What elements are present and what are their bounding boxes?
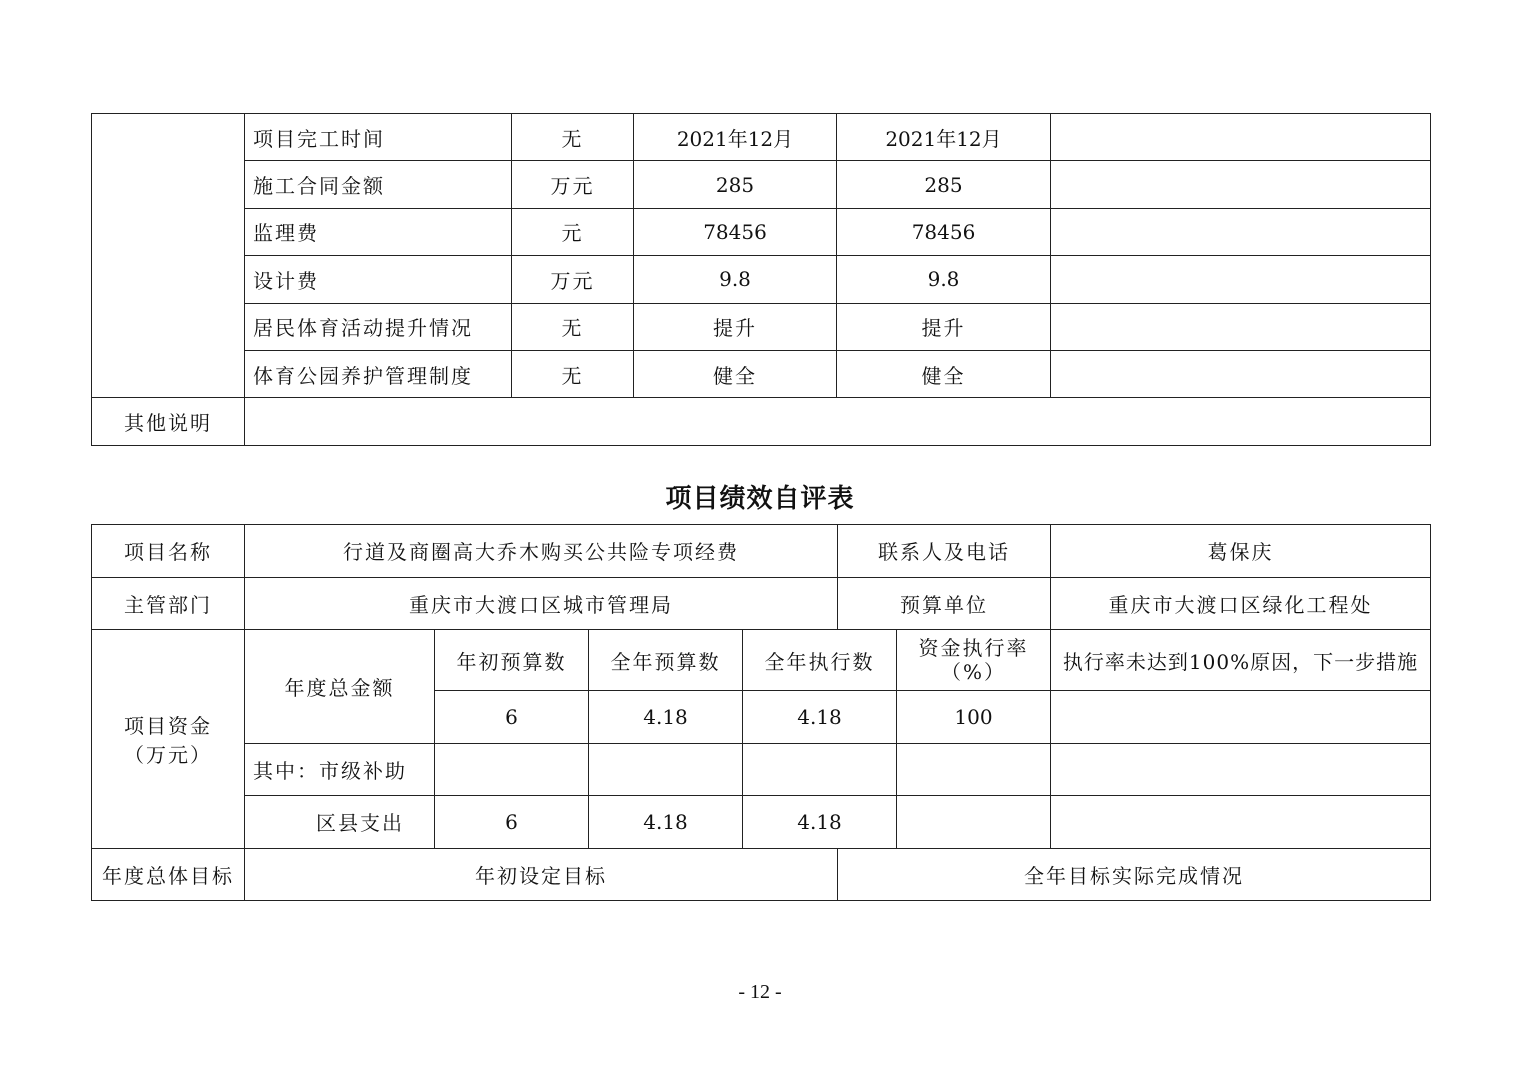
dept-label: 主管部门 xyxy=(92,577,245,630)
table-row xyxy=(92,630,1431,691)
indicator-name: 监理费 xyxy=(245,208,512,255)
indicator-table xyxy=(91,113,1431,446)
actual-completion-label: 全年目标实际完成情况 xyxy=(838,848,1431,901)
annual-goal-label: 年度总体目标 xyxy=(92,848,245,901)
col-execution-rate-line2: （%） xyxy=(940,660,1006,684)
table-row xyxy=(92,350,1431,397)
col-full-year-budget: 全年预算数 xyxy=(589,630,743,691)
indicator-note xyxy=(1051,350,1431,397)
indicator-target: 78456 xyxy=(634,208,837,255)
district-initial: 6 xyxy=(435,796,589,849)
city-rate xyxy=(897,743,1051,796)
indicator-actual: 2021年12月 xyxy=(837,114,1051,161)
district-rate xyxy=(897,796,1051,849)
indicator-actual: 健全 xyxy=(837,350,1051,397)
district-full-budget: 4.18 xyxy=(589,796,743,849)
indicator-actual: 78456 xyxy=(837,208,1051,255)
table-row xyxy=(92,525,1431,578)
table-row xyxy=(92,208,1431,255)
indicator-note xyxy=(1051,161,1431,208)
form-title: 项目绩效自评表 xyxy=(665,484,855,514)
col-reason: 执行率未达到100%原因，下一步措施 xyxy=(1051,630,1431,691)
table-row xyxy=(92,796,1431,849)
district-executed: 4.18 xyxy=(743,796,897,849)
total-rate: 100 xyxy=(897,691,1051,744)
col-execution-rate-line1: 资金执行率 xyxy=(918,636,1029,660)
initial-goal-label: 年初设定目标 xyxy=(245,848,838,901)
city-full-budget xyxy=(589,743,743,796)
project-funds-label-line2: （万元） xyxy=(124,742,212,767)
table-row xyxy=(92,848,1431,901)
table-row xyxy=(92,256,1431,303)
total-executed: 4.18 xyxy=(743,691,897,744)
indicator-unit: 无 xyxy=(512,114,634,161)
table-row xyxy=(92,743,1431,796)
district-spending-label: 区县支出 xyxy=(245,796,435,849)
city-subsidy-label: 其中：市级补助 xyxy=(245,743,435,796)
other-notes-value xyxy=(245,398,1431,445)
indicator-name: 施工合同金额 xyxy=(245,161,512,208)
indicator-note xyxy=(1051,114,1431,161)
budget-unit-label: 预算单位 xyxy=(838,577,1051,630)
table-row xyxy=(92,114,1431,161)
city-reason xyxy=(1051,743,1431,796)
other-notes-label: 其他说明 xyxy=(92,398,245,445)
indicator-actual: 285 xyxy=(837,161,1051,208)
indicator-target: 285 xyxy=(634,161,837,208)
indicator-unit: 万元 xyxy=(512,161,634,208)
indicator-target: 2021年12月 xyxy=(634,114,837,161)
total-initial: 6 xyxy=(435,691,589,744)
indicator-note xyxy=(1051,256,1431,303)
indicator-name: 项目完工时间 xyxy=(245,114,512,161)
indicator-name: 设计费 xyxy=(245,256,512,303)
total-reason xyxy=(1051,691,1431,744)
table-row xyxy=(92,303,1431,350)
indicator-unit: 万元 xyxy=(512,256,634,303)
page-number: - 12 - xyxy=(738,981,782,1003)
indicator-note xyxy=(1051,303,1431,350)
budget-unit-value: 重庆市大渡口区绿化工程处 xyxy=(1051,577,1431,630)
indicator-actual: 9.8 xyxy=(837,256,1051,303)
annual-total-label: 年度总金额 xyxy=(245,630,435,744)
performance-evaluation-table xyxy=(91,524,1431,901)
district-reason xyxy=(1051,796,1431,849)
dept-value: 重庆市大渡口区城市管理局 xyxy=(245,577,838,630)
col-initial-budget: 年初预算数 xyxy=(435,630,589,691)
city-initial xyxy=(435,743,589,796)
project-funds-label xyxy=(92,630,245,849)
table-row xyxy=(92,161,1431,208)
table-row xyxy=(92,398,1431,445)
project-funds-label-line1: 项目资金 xyxy=(124,713,212,738)
contact-value: 葛保庆 xyxy=(1051,525,1431,578)
indicator-name: 体育公园养护管理制度 xyxy=(245,350,512,397)
indicator-target: 提升 xyxy=(634,303,837,350)
indicator-actual: 提升 xyxy=(837,303,1051,350)
table-row xyxy=(92,577,1431,630)
total-full-budget: 4.18 xyxy=(589,691,743,744)
project-name-value: 行道及商圈高大乔木购买公共险专项经费 xyxy=(245,525,838,578)
indicator-unit: 元 xyxy=(512,208,634,255)
indicator-unit: 无 xyxy=(512,303,634,350)
contact-label: 联系人及电话 xyxy=(838,525,1051,578)
indicator-name: 居民体育活动提升情况 xyxy=(245,303,512,350)
indicator-note xyxy=(1051,208,1431,255)
col-execution-rate xyxy=(897,630,1051,691)
project-name-label: 项目名称 xyxy=(92,525,245,578)
city-executed xyxy=(743,743,897,796)
col-full-year-executed: 全年执行数 xyxy=(743,630,897,691)
blank-category-cell xyxy=(92,114,245,398)
indicator-target: 健全 xyxy=(634,350,837,397)
indicator-unit: 无 xyxy=(512,350,634,397)
indicator-target: 9.8 xyxy=(634,256,837,303)
